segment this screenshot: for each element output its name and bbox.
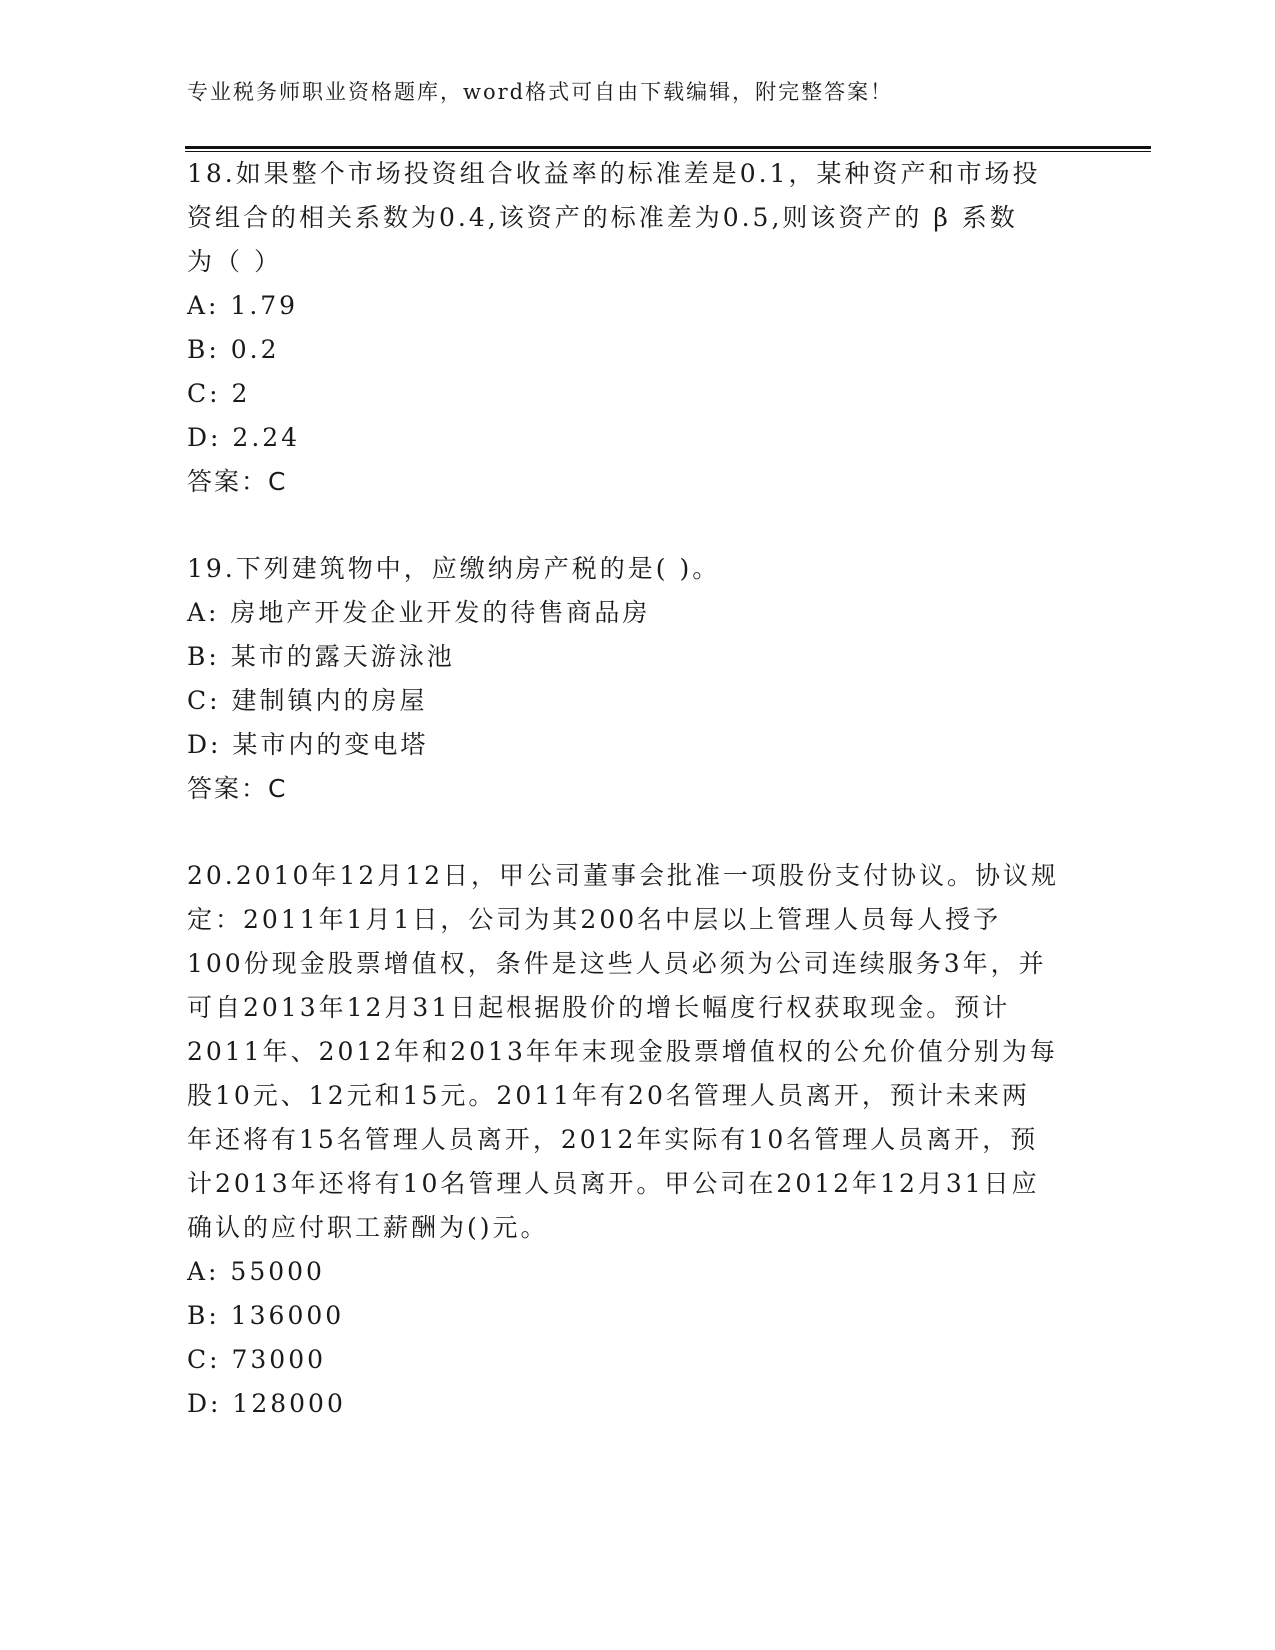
question-19-line-1: 19.下列建筑物中，应缴纳房产税的是( )。 [187,554,721,583]
question-19-option-c: C: 建制镇内的房屋 [187,686,428,715]
question-20-line-6: 股10元、12元和15元。2011年有20名管理人员离开，预计未来两 [187,1081,1030,1110]
header-divider-thin [185,151,1151,152]
question-20-option-b: B: 136000 [187,1301,345,1330]
question-19-option-a: A: 房地产开发企业开发的待售商品房 [187,598,651,627]
question-20-line-2: 定：2011年1月1日，公司为其200名中层以上管理人员每人授予 [187,905,1002,934]
header-divider-thick [185,146,1151,149]
question-20-line-1: 20.2010年12月12日，甲公司董事会批准一项股份支付协议。协议规 [187,861,1060,890]
question-18-option-c: C: 2 [187,379,251,408]
document-header: 专业税务师职业资格题库，word格式可自由下载编辑，附完整答案！ [187,80,894,104]
question-18-option-d: D: 2.24 [187,423,301,452]
question-19-option-b: B: 某市的露天游泳池 [187,642,455,671]
question-20-line-8: 计2013年还将有10名管理人员离开。甲公司在2012年12月31日应 [187,1169,1040,1198]
question-19-option-d: D: 某市内的变电塔 [187,730,429,759]
question-20-line-3: 100份现金股票增值权，条件是这些人员必须为公司连续服务3年，并 [187,949,1047,978]
question-20-option-a: A: 55000 [187,1257,325,1286]
question-20-option-c: C: 73000 [187,1345,327,1374]
question-20-line-9: 确认的应付职工薪酬为()元。 [187,1213,549,1242]
question-20-line-7: 年还将有15名管理人员离开，2012年实际有10名管理人员离开，预 [187,1125,1039,1154]
question-19-answer: 答案：C [187,774,288,803]
question-18-option-b: B: 0.2 [187,335,280,364]
question-20-line-5: 2011年、2012年和2013年年末现金股票增值权的公允价值分别为每 [187,1037,1058,1066]
question-20-option-d: D: 128000 [187,1389,346,1418]
question-18-answer: 答案：C [187,467,288,496]
question-20-line-4: 可自2013年12月31日起根据股价的增长幅度行权获取现金。预计 [187,993,1011,1022]
question-18-line-3: 为（ ） [187,247,282,276]
question-18-line-2: 资组合的相关系数为0.4,该资产的标准差为0.5,则该资产的 β 系数 [187,203,1018,232]
question-18-option-a: A: 1.79 [187,291,299,320]
question-18-line-1: 18.如果整个市场投资组合收益率的标准差是0.1，某种资产和市场投 [187,159,1041,188]
